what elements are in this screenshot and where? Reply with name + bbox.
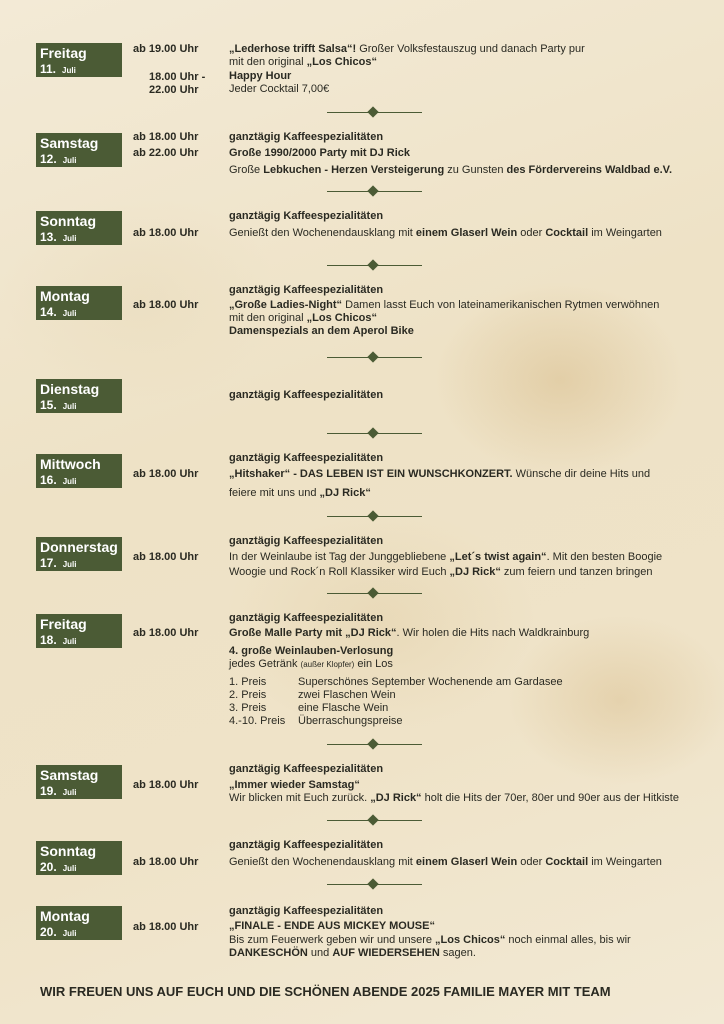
day-badge bbox=[36, 133, 122, 167]
prize-rank: 4.-10. Preis bbox=[229, 715, 286, 727]
month-label: Juli bbox=[62, 309, 77, 318]
day-date: 20. bbox=[40, 860, 57, 874]
event-text: Genießt den Wochenendausklang mit einem Glaserl Wein oder Cocktail im Weingarten bbox=[229, 856, 662, 868]
day-badge bbox=[36, 43, 122, 77]
event-time: 18.00 Uhr - bbox=[149, 71, 206, 83]
event-time: ab 18.00 Uhr bbox=[133, 856, 199, 868]
day-name: Donnerstag bbox=[40, 539, 118, 555]
event-text: „Große Ladies-Night“ Damen lasst Euch von lateinamerikanischen Rytmen verwöhnen bbox=[229, 299, 660, 311]
event-text: DANKESCHÖN und AUF WIEDERSEHEN sagen. bbox=[229, 947, 476, 959]
event-text: Große Lebkuchen - Herzen Versteigerung zu Gunsten des Fördervereins Waldbad e.V. bbox=[229, 164, 673, 176]
day-date: 20. bbox=[40, 925, 57, 939]
event-text: In der Weinlaube ist Tag der Junggebliebene „Let´s twist again“. Mit den besten Boogie bbox=[229, 551, 663, 563]
event-text: ganztägig Kaffeespezialitäten bbox=[229, 839, 384, 851]
day-date: 12. bbox=[40, 152, 57, 166]
day-date: 19. bbox=[40, 784, 57, 798]
day-date: 11. bbox=[40, 62, 57, 76]
event-time: ab 18.00 Uhr bbox=[133, 131, 199, 143]
event-text: Große Malle Party mit „DJ Rick“. Wir holen die Hits nach Waldkrainburg bbox=[229, 627, 590, 639]
event-text: Happy Hour bbox=[229, 70, 292, 82]
month-label: Juli bbox=[62, 156, 77, 165]
event-text: ganztägig Kaffeespezialitäten bbox=[229, 905, 384, 917]
day-badge bbox=[36, 765, 122, 799]
event-text: Damenspezials an dem Aperol Bike bbox=[229, 325, 414, 337]
prize-rank: 1. Preis bbox=[229, 676, 267, 688]
day-name: Freitag bbox=[40, 45, 87, 61]
month-label: Juli bbox=[62, 864, 77, 873]
day-badge bbox=[36, 454, 122, 488]
divider bbox=[327, 740, 422, 750]
month-label: Juli bbox=[62, 477, 77, 486]
event-text: ganztägig Kaffeespezialitäten bbox=[229, 763, 384, 775]
day-name: Sonntag bbox=[40, 843, 96, 859]
event-text: Jeder Cocktail 7,00€ bbox=[229, 83, 330, 95]
event-text: Woogie und Rock´n Roll Klassiker wird Euch „DJ Rick“ zum feiern und tanzen bringen bbox=[229, 566, 653, 578]
month-label: Juli bbox=[62, 560, 77, 569]
prize-text: Superschönes September Wochenende am Gardasee bbox=[298, 676, 563, 688]
event-text: ganztägig Kaffeespezialitäten bbox=[229, 284, 384, 296]
event-text: „Immer wieder Samstag“ bbox=[229, 779, 360, 791]
day-name: Freitag bbox=[40, 616, 87, 632]
event-text: ganztägig Kaffeespezialitäten bbox=[229, 612, 384, 624]
event-text: 4. große Weinlauben-Verlosung bbox=[229, 645, 394, 657]
event-text: feiere mit uns und „DJ Rick“ bbox=[229, 487, 371, 499]
event-text: ganztägig Kaffeespezialitäten bbox=[229, 131, 384, 143]
event-time: ab 18.00 Uhr bbox=[133, 779, 199, 791]
event-text: Große 1990/2000 Party mit DJ Rick bbox=[229, 147, 410, 159]
day-name: Samstag bbox=[40, 135, 99, 151]
day-name: Sonntag bbox=[40, 213, 96, 229]
event-text: „FINALE - ENDE AUS MICKEY MOUSE“ bbox=[229, 920, 435, 932]
event-time: ab 19.00 Uhr bbox=[133, 43, 199, 55]
day-name: Montag bbox=[40, 908, 90, 924]
event-time: ab 18.00 Uhr bbox=[133, 468, 199, 480]
event-text: mit den original „Los Chicos“ bbox=[229, 56, 377, 68]
day-name: Samstag bbox=[40, 767, 99, 783]
event-time: ab 22.00 Uhr bbox=[133, 147, 199, 159]
prize-text: zwei Flaschen Wein bbox=[298, 689, 396, 701]
day-badge bbox=[36, 379, 122, 413]
prize-text: eine Flasche Wein bbox=[298, 702, 389, 714]
event-text: Genießt den Wochenendausklang mit einem Glaserl Wein oder Cocktail im Weingarten bbox=[229, 227, 662, 239]
month-label: Juli bbox=[62, 66, 76, 75]
divider bbox=[327, 429, 422, 439]
day-date: 15. bbox=[40, 398, 57, 412]
event-text: ganztägig Kaffeespezialitäten bbox=[229, 452, 384, 464]
event-text: ganztägig Kaffeespezialitäten bbox=[229, 210, 384, 222]
day-badge bbox=[36, 211, 122, 245]
day-name: Mittwoch bbox=[40, 456, 101, 472]
event-text: „Lederhose trifft Salsa“! Großer Volksfestauszug und danach Party pur bbox=[229, 43, 585, 55]
day-name: Montag bbox=[40, 288, 90, 304]
event-text: jedes Getränk (außer Klopfer) ein Los bbox=[229, 658, 393, 670]
event-time: 22.00 Uhr bbox=[149, 84, 199, 96]
divider bbox=[327, 187, 422, 197]
month-label: Juli bbox=[62, 402, 77, 411]
day-badge bbox=[36, 537, 122, 571]
day-date: 16. bbox=[40, 473, 57, 487]
divider bbox=[327, 261, 422, 271]
month-label: Juli bbox=[62, 234, 77, 243]
divider bbox=[327, 108, 422, 118]
day-badge bbox=[36, 614, 122, 648]
event-text: Wir blicken mit Euch zurück. „DJ Rick“ holt die Hits der 70er, 80er und 90er aus der Hitkiste bbox=[229, 792, 679, 804]
event-time: ab 18.00 Uhr bbox=[133, 227, 199, 239]
month-label: Juli bbox=[62, 788, 77, 797]
day-name: Dienstag bbox=[40, 381, 100, 397]
day-date: 13. bbox=[40, 230, 57, 244]
prize-rank: 2. Preis bbox=[229, 689, 267, 701]
day-badge bbox=[36, 286, 122, 320]
month-label: Juli bbox=[62, 637, 77, 646]
prize-text: Überraschungspreise bbox=[298, 715, 403, 727]
event-text: „Hitshaker“ - DAS LEBEN IST EIN WUNSCHKONZERT. Wünsche dir deine Hits und bbox=[229, 468, 651, 480]
prize-rank: 3. Preis bbox=[229, 702, 267, 714]
divider bbox=[327, 512, 422, 522]
day-badge bbox=[36, 906, 122, 940]
day-date: 17. bbox=[40, 556, 57, 570]
event-time: ab 18.00 Uhr bbox=[133, 627, 199, 639]
event-text: ganztägig Kaffeespezialitäten bbox=[229, 535, 384, 547]
event-time: ab 18.00 Uhr bbox=[133, 921, 199, 933]
event-time: ab 18.00 Uhr bbox=[133, 551, 199, 563]
divider bbox=[327, 880, 422, 890]
month-label: Juli bbox=[62, 929, 77, 938]
divider bbox=[327, 816, 422, 826]
divider bbox=[327, 353, 422, 363]
event-text: Bis zum Feuerwerk geben wir und unsere „Los Chicos“ noch einmal alles, bis wir bbox=[229, 934, 631, 946]
divider bbox=[327, 589, 422, 599]
day-badge bbox=[36, 841, 122, 875]
event-time: ab 18.00 Uhr bbox=[133, 299, 199, 311]
event-text: ganztägig Kaffeespezialitäten bbox=[229, 389, 384, 401]
footer-text: WIR FREUEN UNS AUF EUCH UND DIE SCHÖNEN ABENDE 2025 FAMILIE MAYER MIT TEAM bbox=[40, 984, 611, 999]
day-date: 18. bbox=[40, 633, 57, 647]
day-date: 14. bbox=[40, 305, 57, 319]
event-text: mit den original „Los Chicos“ bbox=[229, 312, 377, 324]
